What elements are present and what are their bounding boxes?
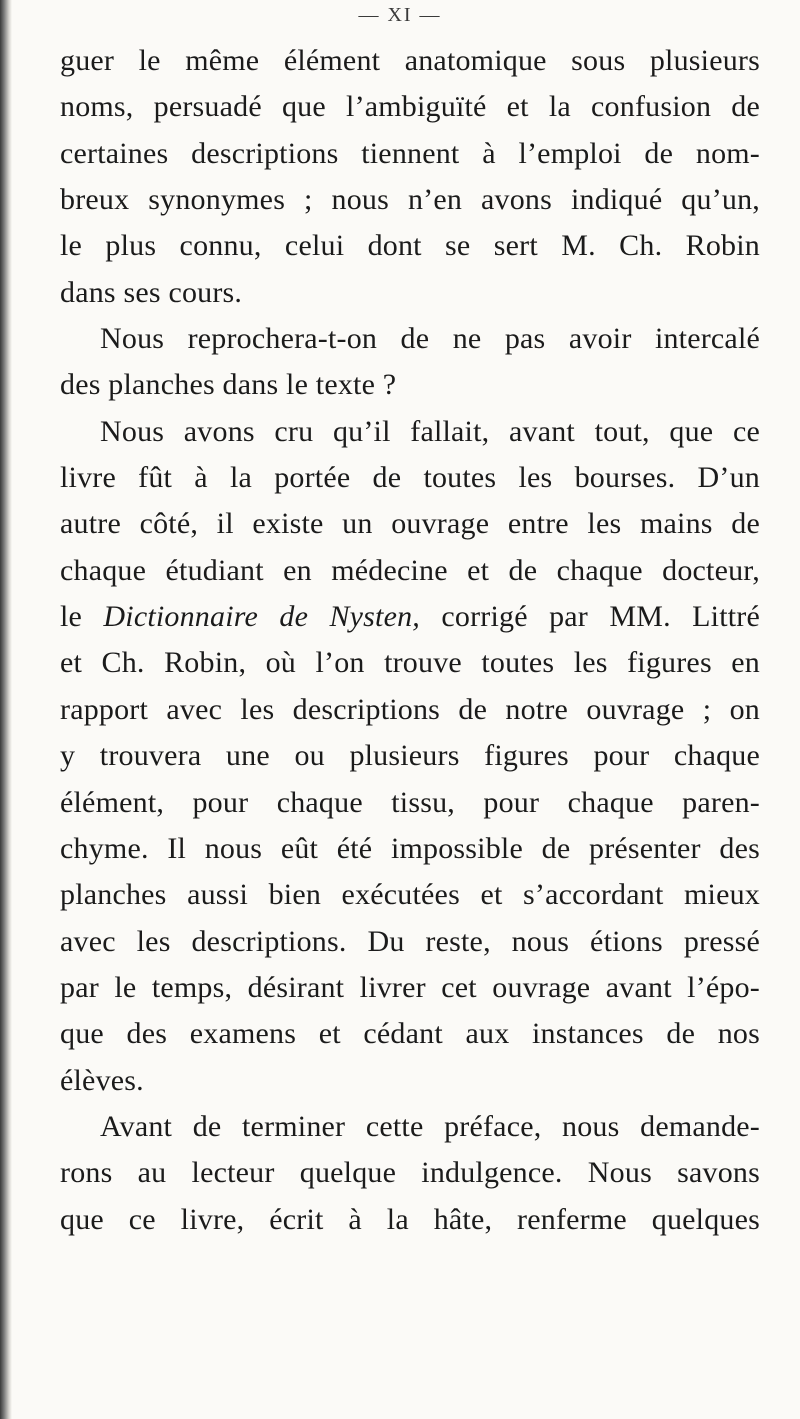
book-title: Dictionnaire de Nysten, [103,600,421,634]
text-line: livre fût à la portée de toutes les bourses. D’un [60,461,760,495]
text-line: élèves. [60,1063,144,1097]
text-line: planches aussi bien exécutées et s’accordant mieux [60,878,760,912]
page-binding-edge [0,0,12,1419]
body-text [60,38,760,1243]
text-post: corrigé par MM. Littré [420,600,760,634]
text-line: rapport avec les descriptions de notre ouvrage ; on [60,692,760,726]
text-line: Nous avons cru qu’il fallait, avant tout, que ce [100,414,760,448]
text-line: des planches dans le texte ? [60,368,397,402]
text-line-with-title [60,594,760,640]
text-line: et Ch. Robin, où l’on trouve toutes les figures en [60,646,760,680]
text-line: autre côté, il existe un ouvrage entre les mains de [60,507,760,541]
text-line: dans ses cours. [60,275,243,309]
text-line: que ce livre, écrit à la hâte, renferme quelques [60,1202,760,1236]
text-line: certaines descriptions tiennent à l’emploi de nom- [60,136,760,170]
page-folio: — XI — [358,4,442,26]
text-line: guer le même élément anatomique sous plusieurs [60,44,760,77]
text-line: avec les descriptions. Du reste, nous étions pressé [60,924,760,958]
text-line: Nous reprochera-t-on de ne pas avoir intercalé [100,322,760,356]
text-line: noms, persuadé que l’ambiguïté et la confusion de [60,90,760,124]
text-line: élément, pour chaque tissu, pour chaque paren- [60,785,760,819]
text-pre: le [60,600,104,634]
text-line: breux synonymes ; nous n’en avons indiqué qu’un, [60,183,760,217]
text-line: rons au lecteur quelque indulgence. Nous savons [60,1156,760,1190]
text-line: y trouvera une ou plusieurs figures pour chaque [60,739,760,773]
text-line: chaque étudiant en médecine et de chaque docteur, [60,553,760,587]
text-line: le plus connu, celui dont se sert M. Ch. Robin [60,229,760,263]
text-line: chyme. Il nous eût été impossible de présenter des [60,831,760,865]
text-line: Avant de terminer cette préface, nous demande- [100,1109,760,1143]
text-line: par le temps, désirant livrer cet ouvrage avant l’épo- [60,970,760,1004]
text-line: que des examens et cédant aux instances de nos [60,1017,760,1051]
